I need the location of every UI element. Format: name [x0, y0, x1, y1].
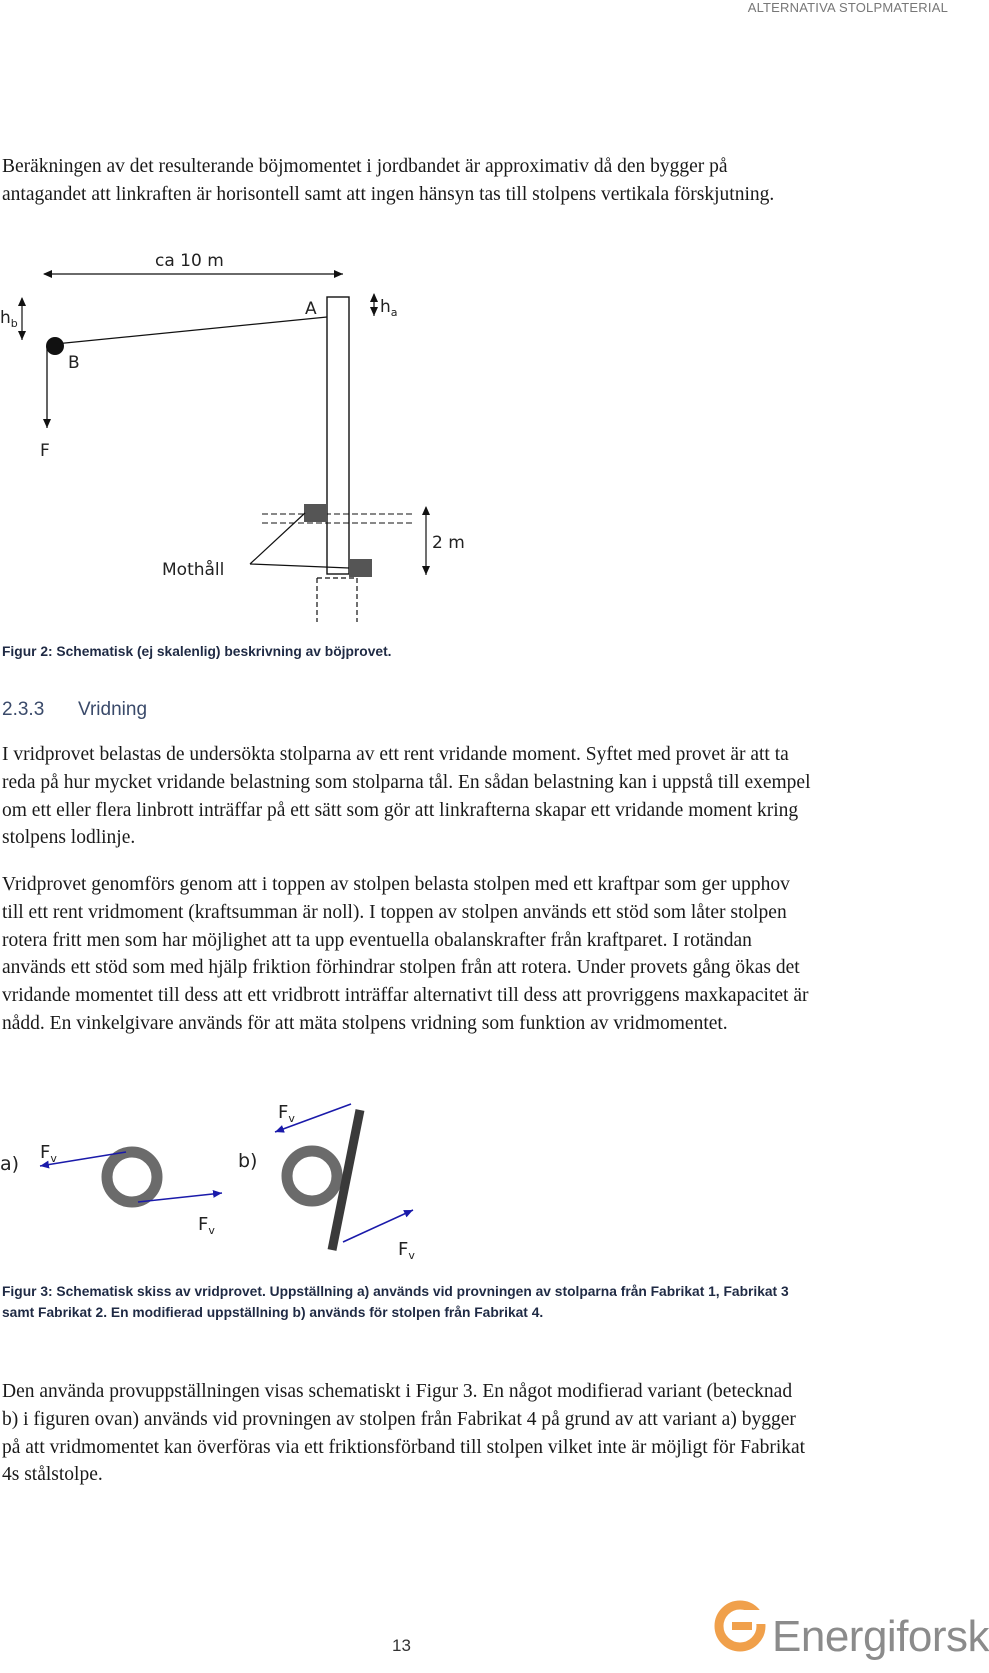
label-a-setup: a) [0, 1153, 20, 1175]
figure-2-caption: Figur 2: Schematisk (ej skalenlig) beskrivning av böjprovet. [2, 644, 392, 659]
hb-label: $h_b$ [0, 308, 18, 330]
point-b [46, 337, 64, 355]
paragraph-1: I vridprovet belastas de undersökta stolparna av ett rent vridande moment. Syftet med provet är att ta reda på hur mycket vridande belastning som stolparna tål. En sådan belastning kan i uppstå till exempel om ett eller flera linbrott inträffar på ett sätt som gör att linkrafterna skapar ett vridande moment kring stolpens lodlinje. [2, 744, 811, 849]
pole-ring-a [107, 1152, 157, 1202]
label-fv-b-top: $F_v$ [278, 1102, 295, 1125]
label-a: A [305, 299, 317, 319]
running-header: ALTERNATIVA STOLPMATERIAL [747, 0, 948, 15]
section-title: Vridning [78, 699, 148, 720]
label-fv-a-bottom: $F_v$ [198, 1214, 215, 1237]
label-fv-b-bottom: $F_v$ [398, 1239, 415, 1262]
section-number: 2.3.3 [2, 699, 45, 720]
depth-label: 2 m [432, 533, 465, 553]
figure-3-caption: Figur 3: Schematisk skiss av vridprovet. Uppställning a) används vid provningen av stolparna från Fabrikat 1, Fabrikat 3 samt Fabrikat 2. En modifierad uppställning b) används för stolpen från Fabrikat 4. [2, 1284, 789, 1320]
section-heading [2, 699, 147, 721]
mothall-pointer-1 [250, 513, 305, 564]
figure-3-torsion-test [0, 1100, 440, 1270]
mothall-label: Mothåll [162, 560, 225, 580]
intro-paragraph: Beräkningen av det resulterande böjmomentet i jordbandet är approximativ då den bygger på antagandet att linkraften är horisontell samt att ingen hänsyn tas till stolpens vertikala förskjutning. [2, 156, 775, 205]
label-b-setup: b) [238, 1150, 258, 1172]
support-upper [304, 504, 327, 522]
label-b: B [68, 353, 80, 373]
distance-label: ca 10 m [155, 251, 224, 271]
label-fv-a-top: $F_v$ [40, 1142, 57, 1165]
page-number: 13 [392, 1636, 411, 1655]
label-f: F [40, 441, 50, 461]
energiforsk-logo-icon [716, 1600, 766, 1652]
brand-name: Energiforsk [772, 1612, 989, 1661]
ha-label: $h_a$ [380, 297, 398, 319]
figure-2-bending-test [0, 250, 470, 620]
force-arrow-b-bottom [343, 1210, 413, 1242]
paragraph-2: Vridprovet genomförs genom att i toppen av stolpen belasta stolpen med ett kraftpar som ger upphov till ett rent vridmoment (kraftsumman är noll). I toppen av stolpen används ett stöd som låter stolpen rotera fritt men som har möjlighet att ta upp eventuella obalanskrafter från kraftparet. I rotändan används ett stöd som med hjälp friktion förhindrar stolpen från att rotera. Under provets gång ökas det vridande momentet till dess att ett vridbrott inträffar alternativt till dess att provriggens maxkapacitet är nådd. En vinkelgivare används för att mäta stolpens vridning som funktion av vridmomentet. [2, 874, 809, 1034]
support-lower [349, 559, 372, 577]
cable-line [55, 317, 327, 344]
pole [327, 297, 349, 574]
paragraph-3: Den använda provuppställningen visas schematiskt i Figur 3. En något modifierad variant (betecknad b) i figuren ovan) används vid provningen av stolpen från Fabrikat 4 på grund av att variant a) bygger på att vridmomentet kan överföras via ett friktionsförband till stolpen vilket inte är möjligt för Fabrikat 4s stålstolpe. [2, 1381, 806, 1486]
pole-ring-b [287, 1151, 337, 1201]
